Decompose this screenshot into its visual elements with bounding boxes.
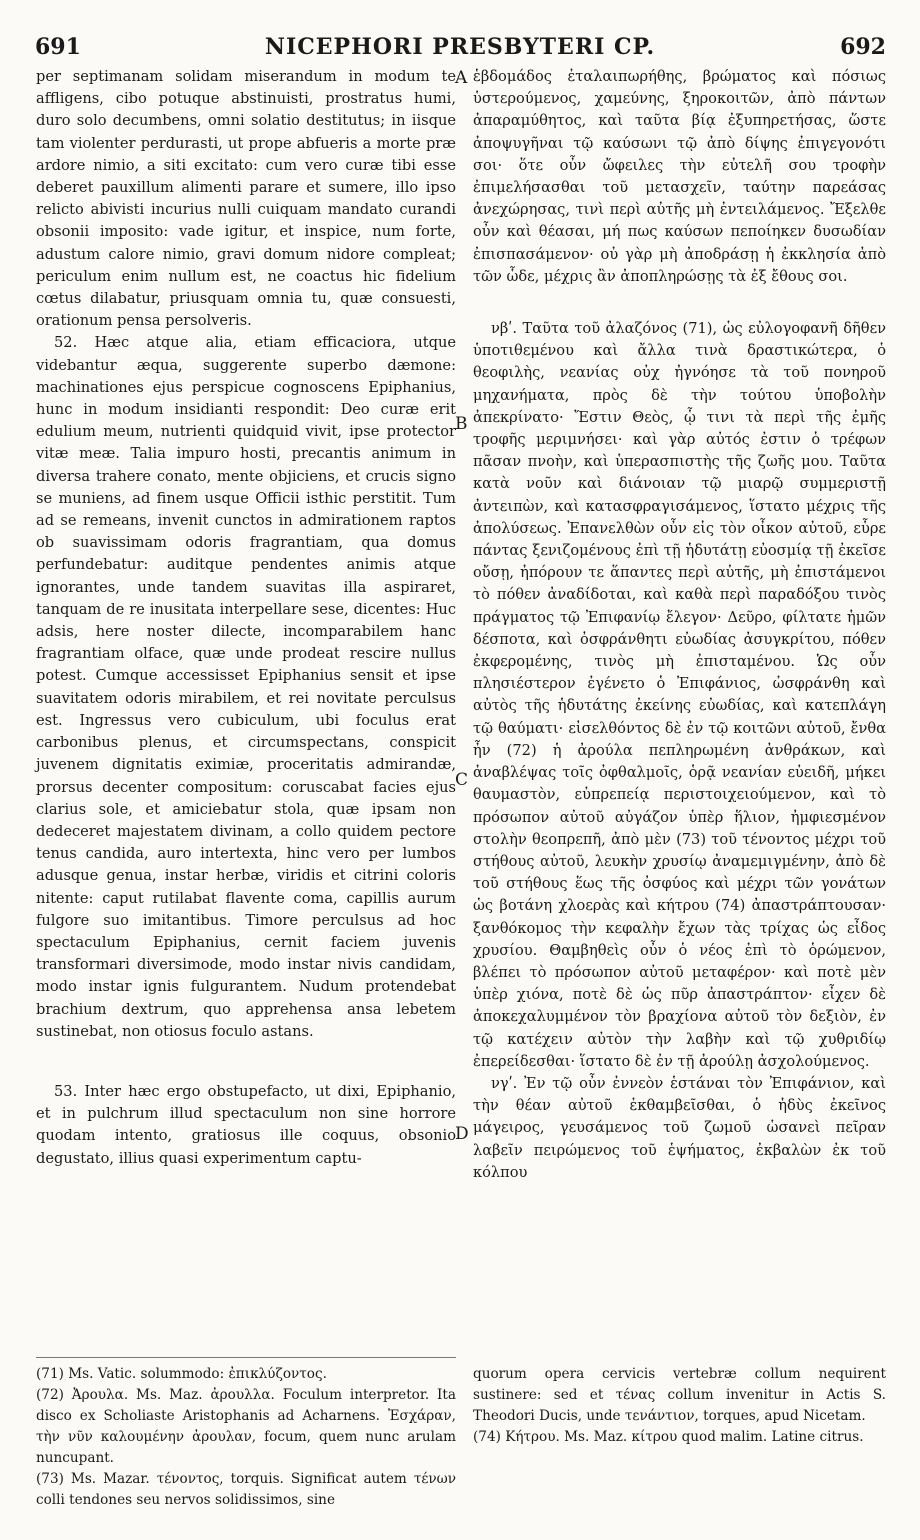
page-number-left: 691 xyxy=(35,34,81,60)
footnote-74: (74) Κήτρου. Ms. Maz. κίτρου quod malim. Latine citrus. xyxy=(473,1429,864,1445)
footnote-71: (71) Ms. Vatic. solummodo: ἐπικλύζοντος. xyxy=(36,1366,327,1382)
footnote-73: (73) Ms. Mazar. τένοντος, torquis. Significat autem τένων colli tendones seu nervos solidissimos, sine xyxy=(36,1471,456,1508)
paragraph-gap xyxy=(36,1043,456,1081)
footnotes-right xyxy=(473,1364,886,1448)
greek-column xyxy=(473,66,886,1184)
paragraph-gap xyxy=(473,288,886,318)
margin-marker-d: D xyxy=(455,1124,469,1144)
margin-marker-a: A xyxy=(455,68,468,88)
footnote-72: (72) Ἀρουλα. Ms. Maz. ἀρουλλα. Foculum interpretor. Ita disco ex Scholiaste Aristophanis ad Acharnens. Ἐσχάραν, τὴν νῦν καλουμένην ἀρουλαν, focum, quem nunc arulam nuncupant. xyxy=(36,1387,456,1466)
greek-paragraph-53: νγʹ. Ἐν τῷ οὖν ἐννεὸν ἑστάναι τὸν Ἐπιφάνιον, καὶ τὴν θέαν αὐτοῦ ἐκθαμβεῖσθαι, ὁ ἡδὺς ἐκεῖνος μάγειρος, γευσάμενος τοῦ ζωμοῦ ὡσανεὶ πεῖραν λαβεῖν πειρώμενος τοῦ ἑψήματος, ἐκβαλὼν ἐκ τοῦ κόλπου xyxy=(473,1074,886,1181)
margin-marker-c: C xyxy=(455,770,469,790)
footnotes-left xyxy=(36,1364,456,1511)
latin-paragraph-1: per septimanam solidam miserandum in modum te affligens, cibo potuque abstinuisti, prostratus humi, duro solo decumbens, omni solatio destitutus; in iisque tam violenter perdurasti, ut prope abfueris a morte præ ardore nimio, a siti excitato: cum vero curæ tibi esse deberet pauxillum alimenti parare et sumere, illo ipso relicto abivisti incurius nulli cuiquam mandato curandi obsonii imposito: vade igitur, et inspice, num forte, adustum calore nimio, gravi domum nidore compleat; periculum enim nullum est, ne coactus hic fidelium cœtus dilabatur, priusquam omnia tu, quæ consuesti, orationum pensa persolveris. xyxy=(36,68,456,330)
latin-paragraph-52: 52. Hæc atque alia, etiam efficaciora, utque videbantur æqua, suggerente superbo dæmone: machinationes ejus perspicue cognoscens Epiphanius, hunc in modum insidianti respondit: Deo curæ erit edulium meum, nutrienti quidquid vivit, ipse protector vitæ meæ. Talia impuro hosti, precantis animum in diversa trahere conato, mente objiciens, et crucis signo se muniens, ad finem usque Officii isthic perstitit. Tum ad se remeans, invenit cunctos in admirationem raptos ob suavissimam odoris fragrantiam, qua domus perfundebatur: auditque pendentes animis atque ignorantes, unde tandem suavitas illa aspiraret, tanquam de re inusitata interpellare sese, dicentes: Huc adsis, here noster dilecte, incomparabilem hanc fragrantiam olface, quæ unde prodeat rescire nullus potest. Cumque accessisset Epiphanius sensit et ipse suavitatem odoris mirabilem, et rei novitate perculsus est. Ingressus vero cubiculum, ubi foculus erat carbonibus plenus, et circumspectans, conspicit juvenem dignitatis eximiæ, proceritatis admirandæ, prorsus decenter compositum: coruscabat facies ejus clarius sole, et amiciebatur stola, quæ ipsam non dedeceret majestatem divinam, a collo quidem pectore tenus candida, auro intertexta, hinc vero per lumbos adusque genua, instar herbæ, viridis et citrini coloris nitente: caput rutilabat flavente coma, capillis aurum fulgore suo imitantibus. Timore perculsus ad hoc spectaculum Epiphanius, cernit faciem juvenis transformari diversimode, modo instar nivis candidam, modo instar ignis fulgurantem. Nudum protendebat brachium dextrum, quo apprehensa ansa lebetem sustinebat, non otiosus foculo astans. xyxy=(36,334,456,1040)
running-title: NICEPHORI PRESBYTERI CP. xyxy=(264,34,656,60)
greek-paragraph-52: νβʹ. Ταῦτα τοῦ ἀλαζόνος (71), ὡς εὐλογοφανῆ δῆθεν ὑποτιθεμένου καὶ ἄλλα τινὰ δραστικώτερα, ὁ θεοφιλὴς, νεανίας οὐχ ἠγνόησε τὰ τοῦ πονηροῦ μηχανήματα, πρὸς δὲ τὴν τούτου ὑποβολὴν ἀπεκρίνατο· Ἔστιν Θεὸς, ᾧ τινι τὰ περὶ τῆς ἐμῆς τροφῆς μεριμνήσει· καὶ γὰρ αὐτός ἐστιν ὁ τρέφων πᾶσαν πνοὴν, καὶ ὑπερασπιστὴς τῆς ζωῆς μου. Ταῦτα κατὰ νοῦν καὶ διάνοιαν τῷ μιαρῷ συμμεριστῇ ἀντειπὼν, καὶ κατασφραγισάμενος, ἵστατο μέχρις τῆς ἀπολύσεως. Ἐπανελθὼν οὖν εἰς τὸν οἶκον αὐτοῦ, εὗρε πάντας ξενιζομένους ἐπὶ τῇ ἡδυτάτῃ εὐοσμίᾳ τῇ ἐκεῖσε οὔσῃ, ἠπόρουν τε ἅπαντες περὶ αὐτῆς, μὴ ἐπιστάμενοι τὸ πόθεν ἀναδίδοται, καὶ καθὰ περὶ παραδόξου τινὸς πράγματος τῷ Ἐπιφανίῳ ἔλεγον· Δεῦρο, φίλτατε ἡμῶν δέσποτα, καὶ ὀσφράνθητι εὐωδίας ἀσυγκρίτου, πόθεν ἐκφερομένης, τινὸς μὴ ἐπισταμένου. Ὡς οὖν πλησιέστερον ἐγένετο ὁ Ἐπιφάνιος, ὠσφράνθη καὶ αὐτὸς τῆς ἡδυτάτης ἐκείνης εὐωδίας, καὶ κατεπλάγη τῷ θαύματι· εἰσελθόντος δὲ ἐν τῷ κοιτῶνι αὐτοῦ, ἔνθα ἦν (72) ἡ ἀρούλα πεπληρωμένη ἀνθράκων, καὶ ἀναβλέψας τοῖς ὀφθαλμοῖς, ὁρᾷ νεανίαν εὐειδῆ, μήκει θαυμαστὸν, εὐπρεπείᾳ περιστοιχειούμενον, καὶ τὸ πρόσωπον αὐτοῦ αὐγάζον ὑπὲρ ἥλιον, ἠμφιεσμένον στολὴν θεοπρεπῆ, ἀπὸ μὲν (73) τοῦ τένοντος μέχρι τοῦ στήθους αὐτοῦ, λευκὴν χρυσίῳ ἀναμεμιγμένην, ἀπὸ δὲ τοῦ στήθους ἕως τῆς ὀσφύος καὶ μέχρι τῶν γονάτων ὡς βοτάνη χλοερὰς καὶ κήτρου (74) ἀπαστράπτουσαν· ξανθόκομος τὴν κεφαλὴν ἔχων τὰς τρίχας ὡς εἶδος χρυσίου. Θαμβηθεὶς οὖν ὁ νέος ἐπὶ τὸ ὁρώμενον, βλέπει τὸ πρόσωπον αὐτοῦ μεταφέρον· καὶ ποτὲ μὲν ὑπὲρ χιόνα, ποτὲ δὲ ὡς πῦρ ἀπαστράπτον· εἶχεν δὲ ἀποκεχαλυμμένον τὸν βραχίονα αὐτοῦ τὸν δεξιὸν, ἐν τῷ κατέχειν αὐτὸν τὴν λαβὴν καὶ τῷ χυθριδίῳ ἐπερείδεσθαι· ἵστατο δὲ ἐν τῇ ἀρούλῃ ἀσχολούμενος. xyxy=(473,320,886,1070)
margin-marker-b: B xyxy=(455,414,468,434)
footnote-rule xyxy=(36,1357,456,1358)
footnote-73-continued: quorum opera cervicis vertebræ collum nequirent sustinere: sed et τένας collum invenitur in Actis S. Theodori Ducis, unde τενάντιον, torques, apud Nicetam. xyxy=(473,1366,886,1424)
latin-column xyxy=(36,66,456,1170)
page-number-right: 692 xyxy=(840,34,886,60)
greek-paragraph-1: ἑβδομάδος ἐταλαιπωρήθης, βρώματος καὶ πόσιως ὑστερούμενος, χαμεύνης, ξηροκοιτῶν, ἀπὸ πάντων ἀπαραμύθητος, καὶ ταῦτα βίᾳ ἐξυπηρετήσας, ὥστε ἀποψυγῆναι τῷ καύσωνι τῷ ἀπὸ δίψης ἐπιγεγονότι σοι· ὅτε οὖν ὤφειλες τὴν εὐτελῆ σου τροφὴν ἐπιμελήσασθαι τοῦ μετασχεῖν, ταύτην παρεάσας ἀνεχώρησας, τινὶ περὶ αὐτῆς μὴ ἐντειλάμενος. Ἔξελθε οὖν καὶ θέασαι, μή πως καύσων πεποίηκεν δυσωδίαν ἐπισπασάμενον· οὐ γὰρ μὴ ἀποδράσῃ ἡ ἐκκλησία ἀπὸ τῶν ὧδε, μέχρις ἂν ἀποπληρώσῃς τὰ ἐξ ἔθους σοι. xyxy=(473,68,886,285)
latin-paragraph-53: 53. Inter hæc ergo obstupefacto, ut dixi, Epiphanio, et in pulchrum illud spectaculum non sine horrore quodam intento, gratiosus ille coquus, obsonio degustato, illius quasi experimentum captu- xyxy=(36,1082,456,1167)
